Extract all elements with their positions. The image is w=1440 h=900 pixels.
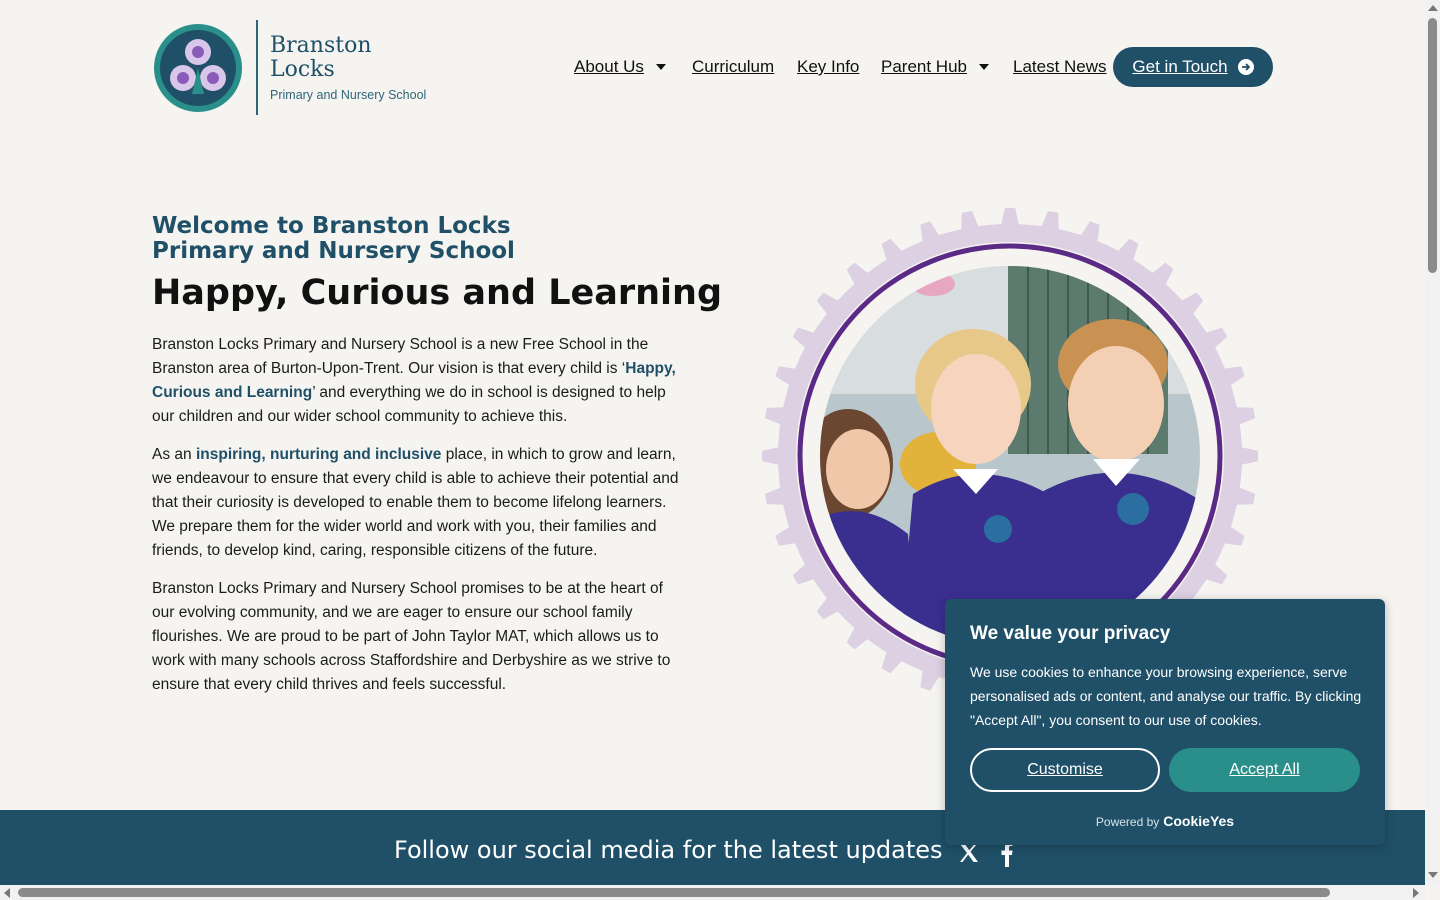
logo-divider bbox=[256, 20, 258, 115]
powered-by-label: Powered by bbox=[1095, 815, 1160, 829]
p2-highlight: inspiring, nurturing and inclusive bbox=[195, 446, 442, 463]
cookieyes-logo: CookieYes bbox=[1163, 813, 1235, 829]
p1-highlight: Happy, Curious and Learning bbox=[152, 360, 676, 401]
get-in-touch-button[interactable] bbox=[1113, 47, 1273, 87]
nav-about-us[interactable] bbox=[574, 57, 692, 77]
scroll-right-arrow-icon[interactable] bbox=[1413, 888, 1419, 898]
school-logo[interactable] bbox=[152, 20, 426, 115]
powered-by[interactable] bbox=[945, 813, 1385, 829]
logo-subtitle: Primary and Nursery School bbox=[270, 87, 427, 102]
cookie-body-text: We use cookies to enhance your browsing experience, serve personalised ads or content, and analyse our traffic. By clicking "Accept All", you consent to our use of cookies. bbox=[970, 664, 1362, 728]
nav-parent-hub-label: Parent Hub bbox=[881, 57, 967, 76]
scroll-down-arrow-icon[interactable] bbox=[1428, 872, 1438, 878]
welcome-line-2: Primary and Nursery School bbox=[152, 238, 515, 264]
get-in-touch-label: Get in Touch bbox=[1132, 57, 1228, 76]
social-follow-text: Follow our social media for the latest updates bbox=[394, 836, 943, 864]
scroll-up-arrow-icon[interactable] bbox=[1428, 5, 1438, 11]
welcome-heading bbox=[152, 214, 692, 264]
nav-key-info[interactable] bbox=[797, 57, 881, 77]
p1-text-before: Branston Locks Primary and Nursery School is a new Free School in the Branston area of Burton-Upon-Trent. Our vision is that every child is ‘ bbox=[152, 336, 649, 377]
logo-name-line1: Branston bbox=[270, 32, 372, 58]
p2-text-after: place, in which to grow and learn, we endeavour to ensure that every child is able to achieve their potential and that their curiosity is developed to enable them to become lifelong learners. We prepare them for the wider world and work with you, their families and friends, to develop kind, caring, responsible citizens of the future. bbox=[152, 446, 679, 559]
horizontal-scroll-thumb[interactable] bbox=[18, 888, 1330, 897]
nav-curriculum[interactable] bbox=[692, 57, 797, 77]
intro-paragraph-2 bbox=[152, 443, 682, 563]
site-header bbox=[0, 0, 1425, 135]
p2-text-before: As an bbox=[152, 446, 196, 463]
accept-all-label: Accept All bbox=[1229, 761, 1300, 778]
logo-text bbox=[270, 34, 426, 102]
main-nav bbox=[574, 47, 1107, 87]
vertical-scroll-thumb[interactable] bbox=[1428, 18, 1437, 273]
scroll-left-arrow-icon[interactable] bbox=[4, 888, 10, 898]
nav-about-us-label: About Us bbox=[574, 57, 644, 76]
accept-all-button[interactable] bbox=[1169, 748, 1360, 792]
p1-text-after: ’ and everything we do in school is designed to help our children and our wider school community to achieve this. bbox=[152, 384, 666, 425]
cookie-consent-banner bbox=[945, 599, 1385, 845]
welcome-line-1: Welcome to Branston Locks bbox=[152, 213, 511, 239]
logo-name-line2: Locks bbox=[270, 56, 335, 82]
school-crest-icon bbox=[152, 22, 244, 114]
horizontal-scrollbar[interactable] bbox=[0, 885, 1425, 900]
chevron-down-icon[interactable] bbox=[656, 64, 666, 70]
vertical-scrollbar[interactable] bbox=[1425, 0, 1440, 885]
cookie-title: We value your privacy bbox=[970, 623, 1171, 644]
chevron-down-icon[interactable] bbox=[979, 64, 989, 70]
intro-paragraph-1 bbox=[152, 333, 682, 429]
nav-parent-hub[interactable] bbox=[881, 57, 1013, 77]
nav-latest-news-label: Latest News bbox=[1013, 57, 1107, 76]
nav-latest-news[interactable] bbox=[1013, 57, 1107, 77]
nav-curriculum-label: Curriculum bbox=[692, 57, 775, 76]
customise-label: Customise bbox=[1027, 761, 1103, 778]
intro-copy bbox=[152, 333, 682, 711]
customise-button[interactable] bbox=[970, 748, 1160, 792]
page-headline: Happy, Curious and Learning bbox=[152, 273, 723, 313]
arrow-right-circle-icon bbox=[1238, 59, 1254, 75]
intro-paragraph-3: Branston Locks Primary and Nursery School promises to be at the heart of our evolving community, and we are eager to ensure our school family flourishes. We are proud to be part of John Taylor MAT, which allows us to work with many schools across Staffordshire and Derbyshire as we strive to ensure that every child thrives and feels successful. bbox=[152, 580, 671, 693]
nav-key-info-label: Key Info bbox=[797, 57, 860, 76]
